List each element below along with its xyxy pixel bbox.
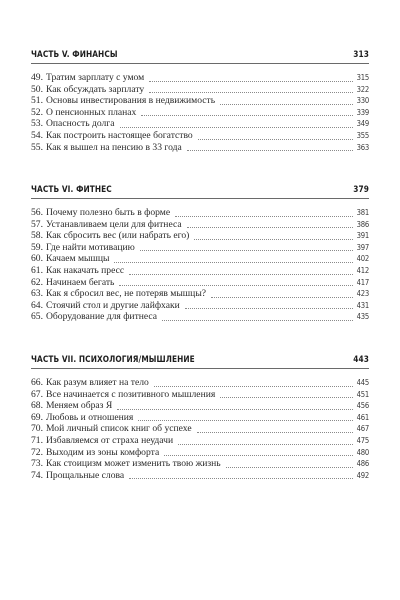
chapter-page-number: 363 xyxy=(356,142,369,152)
toc-entry xyxy=(31,400,369,412)
chapter-title: Начинаем бегать xyxy=(46,276,115,288)
toc-entry xyxy=(31,230,369,242)
chapter-page-number: 492 xyxy=(356,470,369,480)
chapter-number: 49. xyxy=(31,72,43,83)
chapter-page-number: 445 xyxy=(356,378,369,387)
chapter-page-number: 412 xyxy=(356,265,369,275)
chapter-page-number: 322 xyxy=(356,84,369,94)
chapter-number: 55. xyxy=(31,141,43,153)
chapter-page-number: 486 xyxy=(356,459,369,469)
toc-entry xyxy=(31,377,369,389)
chapter-title: Основы инвестирования в недвижимость xyxy=(46,95,216,107)
toc-entry xyxy=(31,412,369,424)
chapter-title: Как я сбросил вес, не потеряв мышцы? xyxy=(46,288,207,300)
chapter-number: 66. xyxy=(31,377,43,388)
chapter-title: Где найти мотивацию xyxy=(46,241,135,253)
chapter-title: Меняем образ Я xyxy=(46,400,113,412)
dot-leader xyxy=(129,477,352,479)
part-page-number: 443 xyxy=(353,355,369,365)
chapter-number: 69. xyxy=(31,411,43,423)
part-fitness xyxy=(31,181,369,323)
chapter-number: 63. xyxy=(31,288,43,300)
dot-leader xyxy=(129,273,352,275)
chapter-title: Тратим зарплату с умом xyxy=(46,72,145,83)
part-finance xyxy=(31,46,369,153)
chapter-title: Мой личный список книг об успехе xyxy=(46,423,192,435)
chapter-page-number: 461 xyxy=(356,412,369,422)
chapter-page-number: 386 xyxy=(356,219,369,229)
chapter-number: 51. xyxy=(31,95,43,107)
chapter-number: 64. xyxy=(31,299,43,311)
chapter-title: Опасность долга xyxy=(46,118,115,130)
dot-leader xyxy=(149,80,352,82)
chapter-title: Оборудование для фитнеса xyxy=(46,311,158,323)
chapter-number: 53. xyxy=(31,118,43,130)
part-divider xyxy=(31,198,369,199)
toc-entry xyxy=(31,447,369,459)
dot-leader xyxy=(185,307,353,309)
toc-entry xyxy=(31,389,369,401)
dot-leader xyxy=(120,126,353,128)
dot-leader xyxy=(138,419,352,421)
toc-entry xyxy=(31,219,369,231)
dot-leader xyxy=(149,91,352,93)
chapter-title: Любовь и отношения xyxy=(46,411,134,423)
chapter-page-number: 451 xyxy=(356,389,369,399)
part-psychology xyxy=(31,351,369,481)
chapter-title: Как обсуждать зарплату xyxy=(46,83,145,95)
chapter-title: Как накачать пресс xyxy=(46,264,125,276)
chapter-number: 67. xyxy=(31,388,43,400)
chapter-page-number: 417 xyxy=(356,277,369,287)
chapter-title: Как сбросить вес (или набрать его) xyxy=(46,230,190,242)
toc-entry xyxy=(31,265,369,277)
dot-leader xyxy=(220,103,352,105)
chapter-page-number: 315 xyxy=(356,73,369,82)
chapter-list xyxy=(31,377,369,481)
chapter-page-number: 339 xyxy=(356,107,369,117)
toc-entry xyxy=(31,423,369,435)
chapter-number: 71. xyxy=(31,434,43,446)
chapter-number: 57. xyxy=(31,218,43,230)
chapter-title: Качаем мышцы xyxy=(46,253,110,265)
dot-leader xyxy=(141,114,352,116)
toc-entry xyxy=(31,277,369,289)
toc-entry xyxy=(31,207,369,219)
chapter-list xyxy=(31,72,369,153)
toc-entry xyxy=(31,253,369,265)
chapter-title: Прощальные слова xyxy=(46,469,125,481)
toc-entry xyxy=(31,300,369,312)
dot-leader xyxy=(119,284,352,286)
dot-leader xyxy=(178,443,352,445)
dot-leader xyxy=(220,396,352,398)
toc-entry xyxy=(31,72,369,84)
chapter-number: 73. xyxy=(31,458,43,470)
chapter-page-number: 355 xyxy=(356,130,369,140)
part-page-number: 313 xyxy=(353,50,369,60)
chapter-number: 72. xyxy=(31,446,43,458)
dot-leader xyxy=(162,319,353,321)
chapter-title: Избавляемся от страха неудачи xyxy=(46,434,174,446)
chapter-page-number: 402 xyxy=(356,254,369,264)
part-heading xyxy=(31,351,369,365)
chapter-page-number: 475 xyxy=(356,435,369,445)
chapter-list xyxy=(31,207,369,323)
toc-entry xyxy=(31,458,369,470)
chapter-number: 52. xyxy=(31,106,43,118)
dot-leader xyxy=(211,296,353,298)
chapter-title: О пенсионных планах xyxy=(46,106,137,118)
chapter-number: 62. xyxy=(31,276,43,288)
chapter-title: Устанавливаем цели для фитнеса xyxy=(46,218,182,230)
toc-entry xyxy=(31,107,369,119)
part-heading xyxy=(31,181,369,195)
chapter-number: 56. xyxy=(31,207,43,218)
dot-leader xyxy=(175,215,352,217)
dot-leader xyxy=(194,238,352,240)
toc-entry xyxy=(31,288,369,300)
dot-leader xyxy=(164,454,352,456)
chapter-title: Все начинается с позитивного мышления xyxy=(46,388,216,400)
chapter-page-number: 397 xyxy=(356,242,369,252)
chapter-title: Выходим из зоны комфорта xyxy=(46,446,160,458)
chapter-number: 54. xyxy=(31,129,43,141)
chapter-page-number: 467 xyxy=(356,424,369,434)
part-heading xyxy=(31,46,369,60)
chapter-page-number: 381 xyxy=(356,208,369,217)
chapter-number: 70. xyxy=(31,423,43,435)
part-title: ЧАСТЬ VI. ФИТНЕС xyxy=(31,185,112,195)
chapter-page-number: 330 xyxy=(356,96,369,106)
toc-entry xyxy=(31,470,369,482)
part-page-number: 379 xyxy=(353,185,369,195)
part-divider xyxy=(31,368,369,369)
toc-entry xyxy=(31,242,369,254)
dot-leader xyxy=(187,149,353,151)
chapter-page-number: 431 xyxy=(356,300,369,310)
part-divider xyxy=(31,63,369,64)
dot-leader xyxy=(114,261,352,263)
toc-entry xyxy=(31,130,369,142)
chapter-title: Почему полезно быть в форме xyxy=(46,207,171,218)
chapter-title: Как я вышел на пенсию в 33 года xyxy=(46,141,182,153)
toc-entry xyxy=(31,311,369,323)
dot-leader xyxy=(140,249,353,251)
chapter-number: 65. xyxy=(31,311,43,323)
toc-entry xyxy=(31,435,369,447)
chapter-page-number: 435 xyxy=(356,312,369,322)
chapter-number: 68. xyxy=(31,400,43,412)
toc-entry xyxy=(31,118,369,130)
toc-entry xyxy=(31,142,369,154)
dot-leader xyxy=(187,226,353,228)
chapter-title: Как построить настоящее богатство xyxy=(46,129,193,141)
chapter-number: 58. xyxy=(31,230,43,242)
chapter-page-number: 480 xyxy=(356,447,369,457)
chapter-title: Как стоицизм может изменить твою жизнь xyxy=(46,458,221,470)
chapter-number: 50. xyxy=(31,83,43,95)
chapter-page-number: 456 xyxy=(356,401,369,411)
chapter-page-number: 391 xyxy=(356,231,369,241)
toc-entry xyxy=(31,95,369,107)
chapter-number: 60. xyxy=(31,253,43,265)
chapter-number: 61. xyxy=(31,264,43,276)
chapter-title: Как разум влияет на тело xyxy=(46,377,149,388)
dot-leader xyxy=(154,385,353,387)
part-title: ЧАСТЬ VII. ПСИХОЛОГИЯ/МЫШЛЕНИЕ xyxy=(31,355,195,365)
dot-leader xyxy=(197,431,353,433)
dot-leader xyxy=(117,408,352,410)
chapter-page-number: 423 xyxy=(356,289,369,299)
table-of-contents xyxy=(31,0,369,600)
dot-leader xyxy=(226,466,353,468)
dot-leader xyxy=(198,138,353,140)
chapter-title: Стоячий стол и другие лайфхаки xyxy=(46,299,180,311)
chapter-page-number: 349 xyxy=(356,119,369,129)
part-title: ЧАСТЬ V. ФИНАНСЫ xyxy=(31,50,118,60)
toc-entry xyxy=(31,84,369,96)
chapter-number: 59. xyxy=(31,241,43,253)
chapter-number: 74. xyxy=(31,469,43,481)
